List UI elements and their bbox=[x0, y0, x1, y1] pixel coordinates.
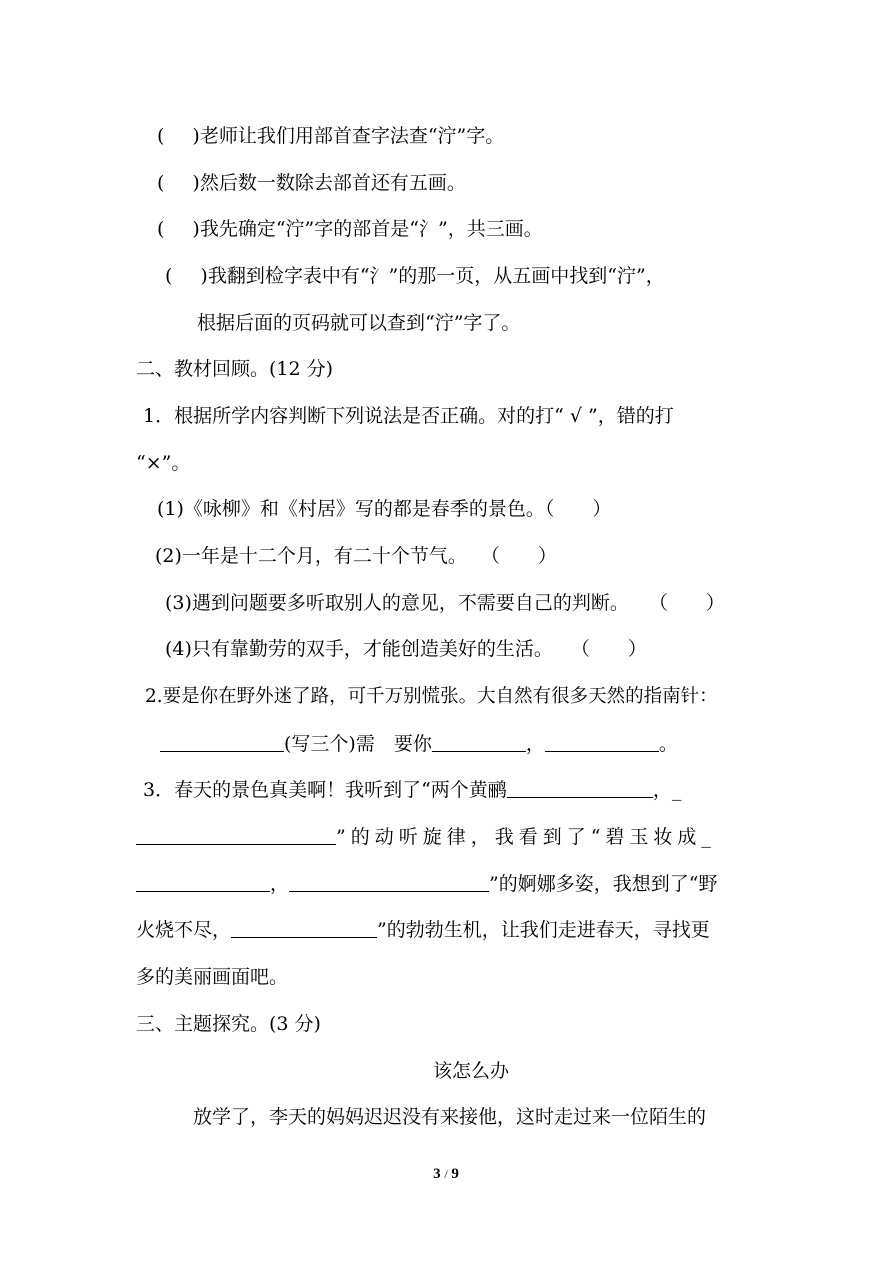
judge-item-3 bbox=[165, 591, 725, 615]
judge-answer-box[interactable]: （ ） bbox=[570, 638, 647, 660]
order-paren-open: ( bbox=[157, 125, 165, 147]
judge-text: (2)一年是十二个月，有二十个节气。 bbox=[155, 545, 467, 567]
q1-prompt: 1．根据所学内容判断下列说法是否正确。对的打“ √ ”，错的打 bbox=[143, 405, 674, 427]
order-text: 老师让我们用部首查字法查“泞”字。 bbox=[199, 125, 505, 147]
judge-item-4 bbox=[165, 637, 647, 661]
q2-end: 。 bbox=[658, 733, 678, 755]
page-number bbox=[0, 1166, 892, 1183]
order-text: 然后数一数除去部首还有五画。 bbox=[199, 172, 466, 194]
answer-blank[interactable] bbox=[507, 779, 653, 798]
q3-text: ，_ bbox=[652, 779, 682, 801]
judge-item-2 bbox=[155, 544, 557, 568]
q3-text: ”的动听旋律，我看到了“碧玉妆成_ bbox=[336, 826, 716, 848]
order-item-3 bbox=[157, 217, 543, 241]
page-total: 9 bbox=[451, 1166, 459, 1182]
order-paren-close: ) bbox=[192, 125, 200, 147]
q2-answer-line bbox=[160, 732, 678, 756]
story-title: 该怎么办 bbox=[432, 1060, 509, 1082]
judge-answer-box[interactable]: （ ） bbox=[480, 545, 557, 567]
order-item-1 bbox=[157, 124, 504, 148]
story-paragraph: 放学了，李天的妈妈迟迟没有来接他，这时走过来一位陌生的 bbox=[193, 1106, 707, 1128]
q3-text: ”的婀娜多姿，我想到了“野 bbox=[489, 873, 718, 895]
judge-item-1 bbox=[157, 497, 611, 521]
q2-hint: (写三个)需 要你 bbox=[284, 733, 432, 755]
order-paren-close: ) bbox=[192, 218, 200, 240]
answer-blank[interactable] bbox=[289, 873, 489, 892]
order-paren-open: ( bbox=[165, 265, 173, 287]
order-item-4 bbox=[165, 264, 665, 288]
order-item-2 bbox=[157, 171, 466, 195]
answer-blank[interactable] bbox=[545, 733, 659, 752]
section-3-title: 三、主题探究。(3 分) bbox=[136, 1013, 321, 1035]
q3-line-4 bbox=[136, 918, 710, 942]
judge-answer-box[interactable]: （ ） bbox=[544, 498, 612, 520]
judge-text: (3)遇到问题要多听取别人的意见，不需要自己的判断。 bbox=[165, 592, 629, 614]
q3-line-2 bbox=[136, 825, 716, 849]
judge-answer-box[interactable]: （ ） bbox=[648, 592, 725, 614]
page-current: 3 bbox=[433, 1166, 441, 1182]
answer-blank[interactable] bbox=[136, 826, 336, 845]
order-paren-close: ) bbox=[200, 265, 208, 287]
q3-line-1 bbox=[143, 778, 681, 802]
judge-text: (1)《咏柳》和《村居》写的都是春季的景色。 bbox=[157, 498, 545, 520]
q3-text: 3．春天的景色真美啊！我听到了“两个黄鹂 bbox=[143, 779, 507, 801]
q3-line-3 bbox=[136, 872, 717, 896]
order-paren-open: ( bbox=[157, 172, 165, 194]
answer-blank[interactable] bbox=[136, 873, 270, 892]
q3-text: 火烧不尽， bbox=[136, 919, 232, 941]
q2-comma: ， bbox=[525, 733, 545, 755]
order-text: 我先确定“泞”字的部首是“氵”，共三画。 bbox=[199, 218, 543, 240]
section-2-title: 二、教材回顾。(12 分) bbox=[136, 358, 334, 380]
order-text: 我翻到检字表中有“氵”的那一页，从五画中找到“泞”， bbox=[207, 265, 665, 287]
q2-prompt: 2.要是你在野外迷了路，可千万别慌张。大自然有很多天然的指南针： bbox=[145, 686, 718, 707]
answer-blank[interactable] bbox=[160, 733, 284, 752]
order-paren-open: ( bbox=[157, 218, 165, 240]
q3-text: ”的勃勃生机，让我们走进春天，寻找更 bbox=[377, 919, 710, 941]
answer-blank[interactable] bbox=[432, 733, 526, 752]
answer-blank[interactable] bbox=[231, 919, 377, 938]
page-separator: / bbox=[444, 1167, 448, 1181]
q3-line-5: 多的美丽画面吧。 bbox=[136, 966, 289, 988]
order-item-4-continued: 根据后面的页码就可以查到“泞”字了。 bbox=[197, 312, 521, 334]
q1-prompt-cont: “×”。 bbox=[136, 452, 191, 474]
q3-text: ， bbox=[270, 873, 290, 895]
order-paren-close: ) bbox=[192, 172, 200, 194]
judge-text: (4)只有靠勤劳的双手，才能创造美好的生活。 bbox=[165, 638, 553, 660]
